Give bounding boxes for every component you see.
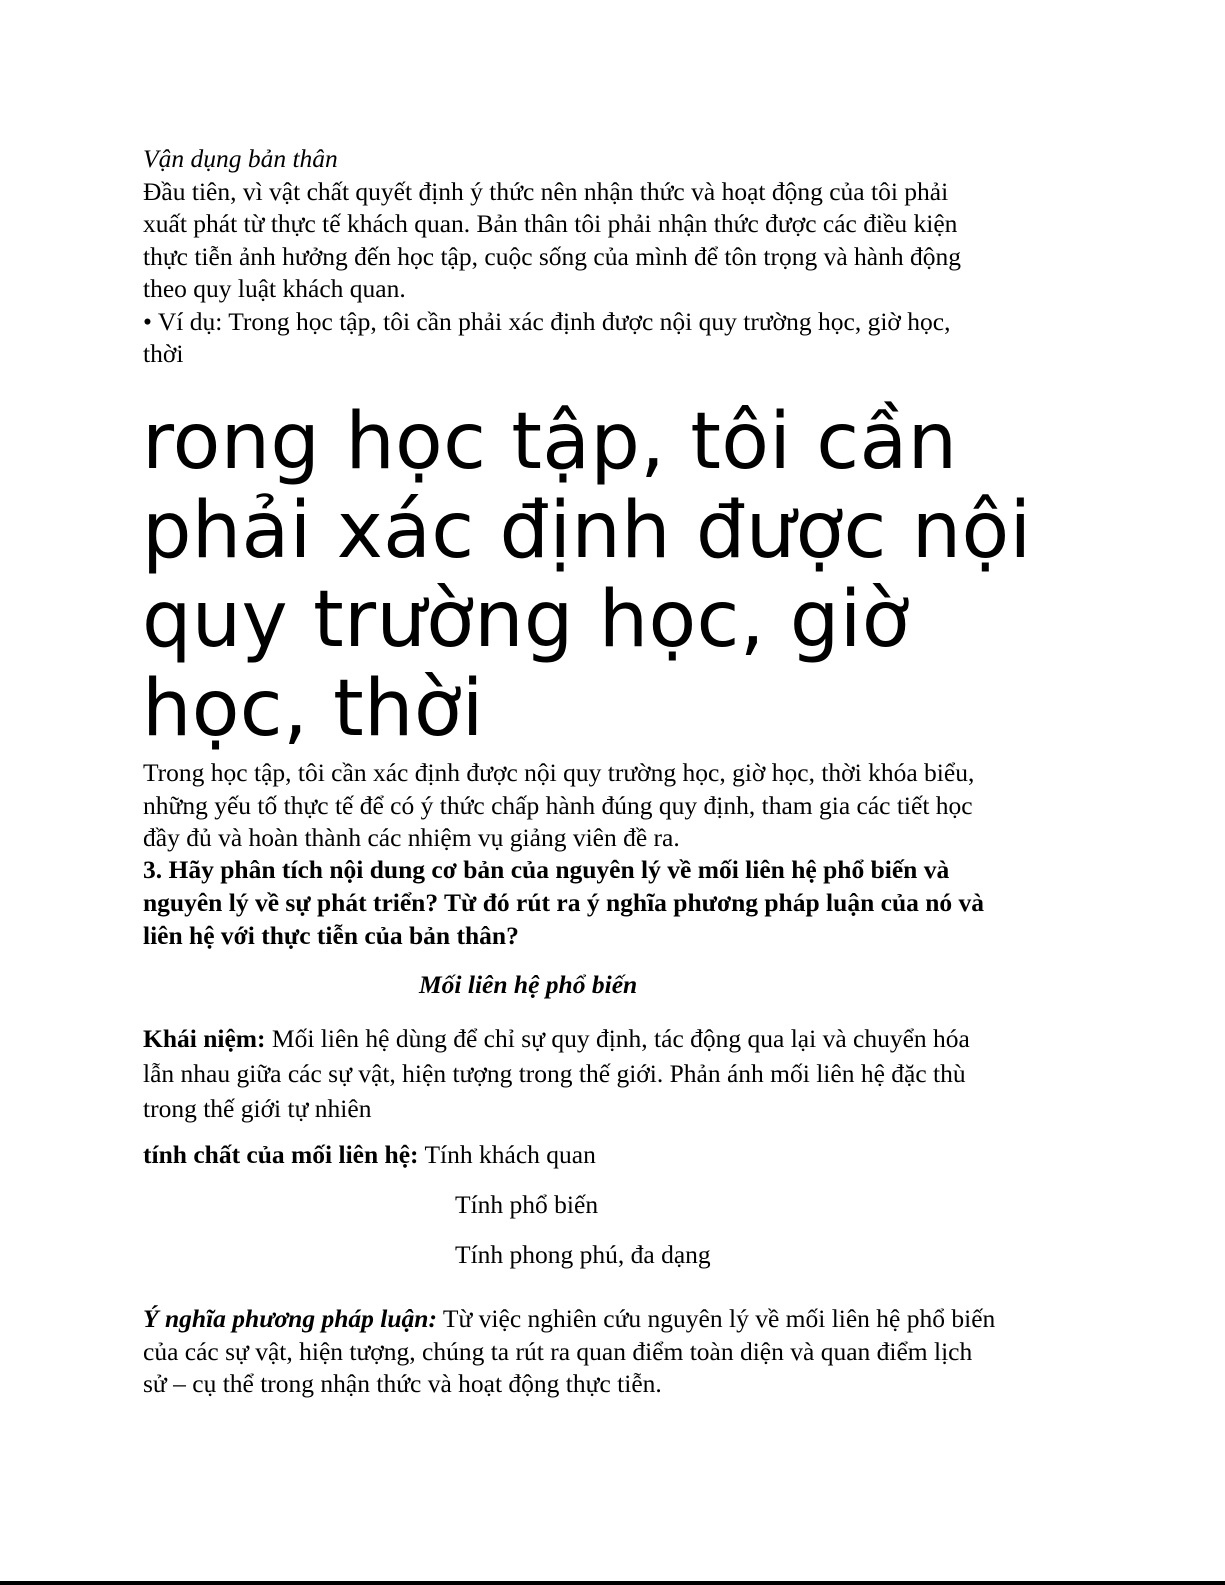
question-line: liên hệ với thực tiễn của bản thân? [143,921,519,950]
concept-text: Mối liên hệ dùng để chỉ sự quy định, tác động qua lại và chuyển hóa [265,1024,970,1053]
question-block [143,853,1083,952]
large-text-line: rong học tập, tôi cần [142,397,958,487]
methodology-block [143,1303,1083,1401]
concept-first-line [143,1021,1083,1056]
concept-label: Khái niệm: [143,1024,266,1053]
methodology-label: Ý nghĩa phương pháp luận: [143,1304,437,1333]
property-item: Tính phong phú, đa dạng [455,1240,711,1269]
question-line: nguyên lý về sự phát triển? Từ đó rút ra ý nghĩa phương pháp luận của nó và [143,888,985,917]
paragraph-line: Trong học tập, tôi cần xác định được nội quy trường học, giờ học, thời khóa biểu, [143,758,975,787]
paragraph-line: theo quy luật khách quan. [143,274,406,303]
paragraph-line: những yếu tố thực tế để có ý thức chấp hành đúng quy định, tham gia các tiết học [143,790,973,820]
properties-label: tính chất của mối liên hệ: [143,1140,419,1169]
large-text-line: phải xác định được nội [142,486,1032,576]
large-text-block [142,398,1142,754]
methodology-line: của các sự vật, hiện tượng, chúng ta rút ra quan điểm toàn diện và quan điểm lịch [143,1336,973,1366]
page-bottom-border [0,1581,1225,1585]
section-apply-self [143,143,1083,371]
paragraph-line: thực tiễn ảnh hưởng đến học tập, cuộc sống của mình để tôn trọng và hành động [143,241,961,271]
bullet-line: • Ví dụ: Trong học tập, tôi cần phải xác định được nội quy trường học, giờ học, [143,306,951,336]
concept-line: trong thế giới tự nhiên [143,1094,372,1123]
large-text-line: quy trường học, giờ [142,575,910,665]
property-item: Tính phổ biến [455,1190,599,1219]
methodology-first-line [143,1303,1083,1336]
concept-line: lẫn nhau giữa các sự vật, hiện tượng trong thế giới. Phản ánh mối liên hệ đặc thù [143,1059,966,1088]
methodology-text: Từ việc nghiên cứu nguyên lý về mối liên hệ phổ biến [436,1304,996,1333]
properties-line [143,1139,1083,1172]
properties-first-line [143,1139,1083,1172]
paragraph-line: Đầu tiên, vì vật chất quyết định ý thức nên nhận thức và hoạt động của tôi phải [143,176,949,206]
subheading: Mối liên hệ phổ biến [419,970,638,999]
methodology-line: sử – cụ thể trong nhận thức và hoạt động thực tiễn. [143,1369,662,1398]
paragraph-line: xuất phát từ thực tế khách quan. Bản thân tôi phải nhận thức được các điều kiện [143,209,958,238]
section-heading: Vận dụng bản thân [143,144,338,173]
large-text-line: học, thời [142,664,484,754]
bullet-line: thời [143,339,184,368]
paragraph-line: đầy đủ và hoàn thành các nhiệm vụ giảng viên đề ra. [143,823,680,852]
concept-block [143,1021,1083,1126]
example-paragraph [143,757,1083,855]
property-item: Tính khách quan [418,1140,596,1169]
question-line: 3. Hãy phân tích nội dung cơ bản của nguyên lý về mối liên hệ phổ biến và [143,855,950,884]
